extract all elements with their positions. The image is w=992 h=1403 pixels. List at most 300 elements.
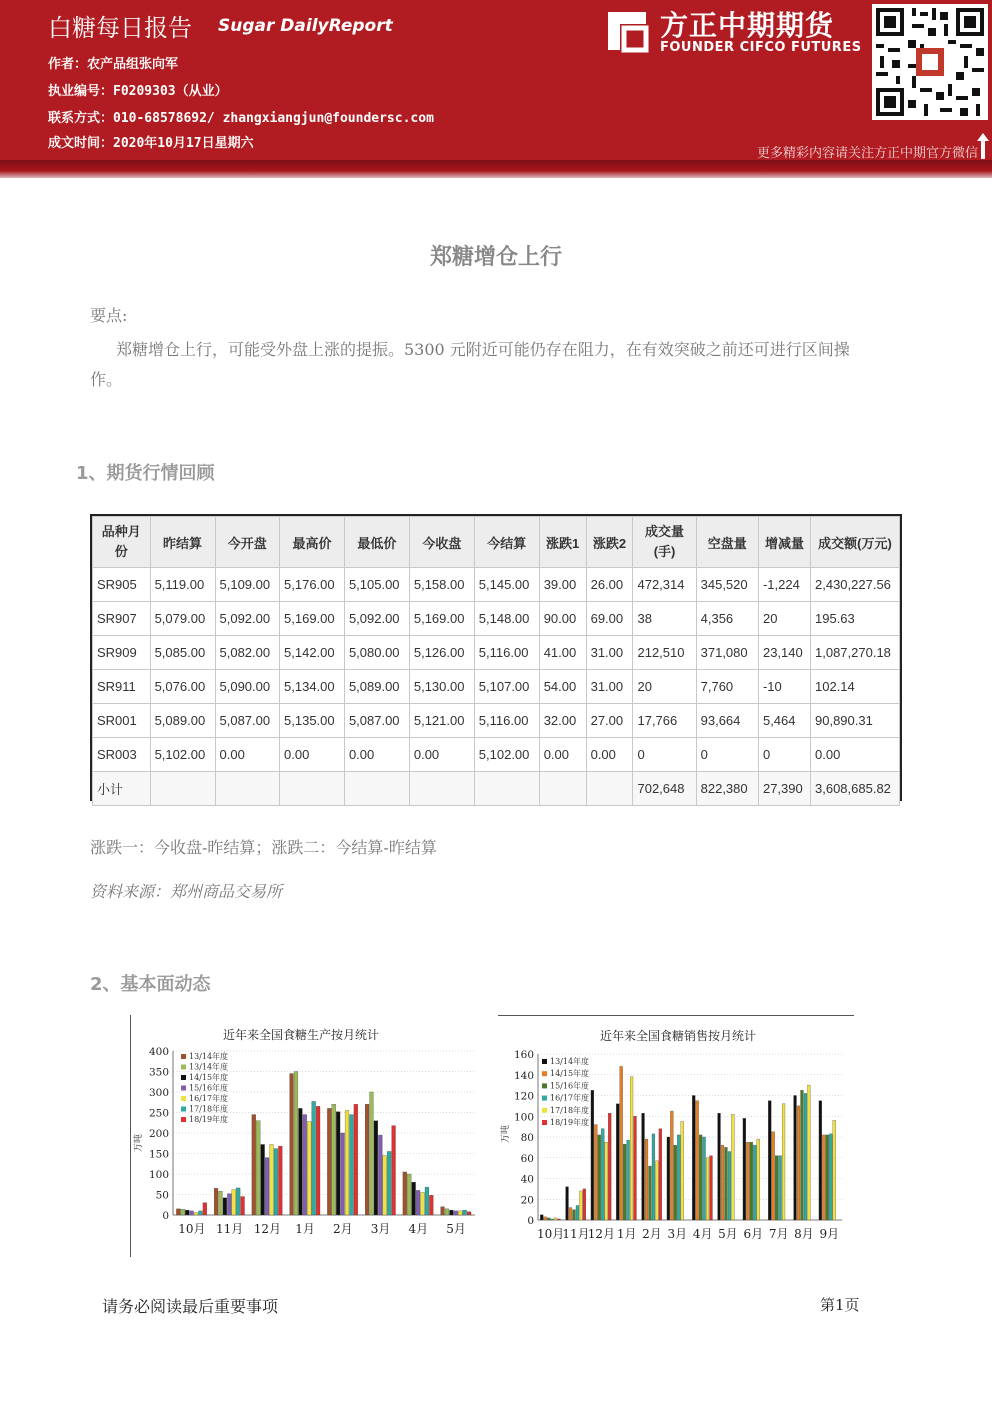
bar bbox=[290, 1074, 294, 1215]
bar bbox=[594, 1125, 597, 1220]
bar bbox=[804, 1093, 807, 1220]
table-header-cell: 增减量 bbox=[758, 517, 810, 568]
legend-label: 16/17年度 bbox=[550, 1093, 590, 1103]
bar bbox=[649, 1166, 652, 1220]
legend-label: 13/14年度 bbox=[189, 1052, 229, 1061]
summary-line-1: 郑糖增仓上行，可能受外盘上涨的提振。5300 元附近可能仍存在阻力，在有效突破之前还可进行区间操 bbox=[116, 340, 850, 359]
bar bbox=[303, 1115, 307, 1215]
legend-swatch bbox=[542, 1096, 547, 1101]
table-cell: 26.00 bbox=[586, 568, 633, 602]
table-cell bbox=[280, 772, 345, 806]
legend-swatch bbox=[181, 1096, 186, 1101]
bar bbox=[223, 1198, 227, 1215]
table-header-cell: 涨跌2 bbox=[586, 517, 633, 568]
x-tick-label: 3月 bbox=[370, 1222, 391, 1236]
table-cell bbox=[215, 772, 280, 806]
table-header-cell: 最高价 bbox=[280, 517, 345, 568]
bar bbox=[441, 1207, 445, 1215]
table-cell: 5,126.00 bbox=[409, 636, 474, 670]
bar bbox=[336, 1112, 340, 1215]
legend-swatch bbox=[181, 1054, 186, 1059]
bar bbox=[583, 1189, 586, 1220]
qr-code-icon[interactable] bbox=[872, 4, 988, 120]
bar bbox=[833, 1120, 836, 1220]
contact-line: 联系方式：010-68578692/ zhangxiangjun@foundersc.com bbox=[48, 111, 434, 126]
bar bbox=[674, 1145, 677, 1220]
table-cell: 5,464 bbox=[758, 704, 810, 738]
company-logo-en: FOUNDER CIFCO FUTURES bbox=[660, 40, 862, 55]
table-cell: SR907 bbox=[93, 602, 151, 636]
bar bbox=[772, 1132, 775, 1220]
table-cell: 5,145.00 bbox=[474, 568, 539, 602]
table-cell: 0.00 bbox=[215, 738, 280, 772]
bar bbox=[608, 1113, 611, 1220]
bar bbox=[199, 1211, 203, 1215]
bar bbox=[227, 1194, 231, 1215]
bar bbox=[365, 1104, 369, 1215]
bar bbox=[544, 1217, 547, 1220]
bar bbox=[692, 1096, 695, 1221]
bar bbox=[551, 1219, 554, 1220]
y-tick-label: 250 bbox=[148, 1107, 169, 1120]
table-row bbox=[93, 636, 900, 670]
table-cell: 5,082.00 bbox=[215, 636, 280, 670]
table-cell: 472,314 bbox=[633, 568, 696, 602]
table-cell: 5,121.00 bbox=[409, 704, 474, 738]
table-cell: 5,085.00 bbox=[150, 636, 215, 670]
table-row bbox=[93, 670, 900, 704]
bar bbox=[421, 1192, 425, 1215]
table-cell: 小计 bbox=[93, 772, 151, 806]
legend-label: 15/16年度 bbox=[189, 1083, 229, 1093]
legend-swatch bbox=[542, 1083, 547, 1088]
table-cell: 212,510 bbox=[633, 636, 696, 670]
bar bbox=[298, 1108, 302, 1215]
table-cell: 5,076.00 bbox=[150, 670, 215, 704]
bar bbox=[294, 1072, 298, 1216]
y-tick-label: 300 bbox=[148, 1087, 169, 1099]
legend-label: 18/19年度 bbox=[550, 1118, 590, 1127]
legend-swatch bbox=[181, 1107, 186, 1112]
legend-label: 15/16年度 bbox=[550, 1081, 590, 1091]
bar bbox=[655, 1161, 658, 1220]
bar bbox=[194, 1213, 198, 1215]
table-cell: 5,169.00 bbox=[409, 602, 474, 636]
table-cell: 5,102.00 bbox=[474, 738, 539, 772]
bar bbox=[703, 1137, 706, 1220]
bar bbox=[706, 1158, 709, 1220]
table-cell: 20 bbox=[758, 602, 810, 636]
bar bbox=[807, 1085, 810, 1220]
bar bbox=[634, 1116, 637, 1220]
date-line: 成文时间：2020年10月17日星期六 bbox=[48, 136, 254, 151]
bar bbox=[203, 1203, 207, 1215]
futures-quote-table bbox=[90, 514, 902, 801]
y-tick-label: 100 bbox=[513, 1111, 534, 1124]
bar bbox=[467, 1212, 471, 1215]
y-tick-label: 60 bbox=[520, 1152, 534, 1165]
bar bbox=[822, 1135, 825, 1220]
table-header-cell: 今开盘 bbox=[215, 517, 280, 568]
x-tick-label: 11月 bbox=[562, 1227, 590, 1241]
bar bbox=[569, 1208, 572, 1220]
y-axis-label: 万吨 bbox=[134, 1133, 144, 1153]
legend-label: 14/15年度 bbox=[189, 1073, 229, 1082]
table-cell: 195.63 bbox=[811, 602, 900, 636]
bar bbox=[407, 1174, 411, 1215]
bar bbox=[341, 1133, 345, 1215]
table-row bbox=[93, 738, 900, 772]
bar bbox=[670, 1111, 673, 1220]
y-tick-label: 0 bbox=[162, 1210, 169, 1222]
table-cell: 5,158.00 bbox=[409, 568, 474, 602]
bar bbox=[214, 1188, 218, 1215]
legend-label: 17/18年度 bbox=[189, 1104, 229, 1114]
bar bbox=[354, 1104, 358, 1215]
table-cell: 0.00 bbox=[280, 738, 345, 772]
report-title-cn: 白糖每日报告 bbox=[48, 14, 192, 42]
table-cell: SR911 bbox=[93, 670, 151, 704]
table-cell: 54.00 bbox=[539, 670, 586, 704]
table-cell: 822,380 bbox=[696, 772, 758, 806]
bar bbox=[623, 1144, 626, 1220]
x-tick-label: 7月 bbox=[768, 1227, 789, 1241]
x-tick-label: 4月 bbox=[692, 1227, 713, 1241]
bar bbox=[374, 1121, 378, 1215]
bar bbox=[454, 1211, 458, 1215]
sugar-production-chart-panel bbox=[130, 1015, 500, 1257]
bar bbox=[278, 1146, 282, 1215]
bar bbox=[652, 1134, 655, 1220]
bar bbox=[429, 1195, 433, 1215]
x-tick-label: 2月 bbox=[333, 1222, 353, 1236]
bar bbox=[236, 1188, 240, 1215]
table-cell bbox=[150, 772, 215, 806]
page-number: 第1页 bbox=[820, 1296, 860, 1314]
table-cell: 5,102.00 bbox=[150, 738, 215, 772]
table-cell: 702,648 bbox=[633, 772, 696, 806]
bar bbox=[601, 1129, 604, 1220]
bar bbox=[710, 1156, 713, 1220]
table-header-cell: 今收盘 bbox=[409, 517, 474, 568]
table-cell: 5,087.00 bbox=[215, 704, 280, 738]
y-tick-label: 400 bbox=[148, 1046, 169, 1058]
bar bbox=[757, 1139, 760, 1220]
bar bbox=[645, 1139, 648, 1220]
table-cell: 0.00 bbox=[409, 738, 474, 772]
table-cell bbox=[344, 772, 409, 806]
bar bbox=[819, 1101, 822, 1220]
bar bbox=[265, 1158, 269, 1215]
x-tick-label: 1月 bbox=[295, 1222, 315, 1236]
table-header-cell: 昨结算 bbox=[150, 517, 215, 568]
legend-swatch bbox=[542, 1108, 547, 1113]
section-heading-fundamentals: 2、基本面动态 bbox=[90, 974, 211, 995]
bar bbox=[576, 1205, 579, 1220]
x-tick-label: 5月 bbox=[718, 1227, 738, 1241]
bar bbox=[458, 1211, 462, 1215]
license-line: 执业编号：F0209303（从业） bbox=[48, 84, 228, 99]
table-cell: 93,664 bbox=[696, 704, 758, 738]
bar bbox=[350, 1115, 354, 1215]
bar bbox=[403, 1172, 407, 1215]
bar bbox=[667, 1137, 670, 1220]
bar bbox=[387, 1151, 391, 1215]
bar bbox=[412, 1182, 416, 1215]
bar bbox=[383, 1156, 387, 1215]
data-source-note: 资料来源：郑州商品交易所 bbox=[90, 882, 283, 901]
bar bbox=[826, 1135, 829, 1220]
y-tick-label: 200 bbox=[148, 1128, 169, 1140]
table-cell: 90.00 bbox=[539, 602, 586, 636]
bar bbox=[312, 1101, 316, 1215]
table-cell: 371,080 bbox=[696, 636, 758, 670]
bar bbox=[558, 1219, 561, 1220]
bar bbox=[696, 1101, 699, 1220]
key-points-label: 要点: bbox=[90, 306, 128, 325]
y-tick-label: 140 bbox=[513, 1069, 534, 1082]
bar bbox=[699, 1135, 702, 1220]
x-tick-label: 6月 bbox=[743, 1227, 764, 1241]
x-tick-label: 12月 bbox=[253, 1222, 282, 1236]
bar bbox=[425, 1187, 429, 1215]
table-cell: -1,224 bbox=[758, 568, 810, 602]
bar bbox=[731, 1114, 734, 1220]
table-cell: 5,148.00 bbox=[474, 602, 539, 636]
bar bbox=[768, 1101, 771, 1220]
table-cell: 5,092.00 bbox=[215, 602, 280, 636]
table-header-cell: 涨跌1 bbox=[539, 517, 586, 568]
table-cell: 5,107.00 bbox=[474, 670, 539, 704]
bar bbox=[620, 1066, 623, 1220]
bar bbox=[728, 1152, 731, 1220]
chart-title: 近年来全国食糖销售按月统计 bbox=[599, 1029, 757, 1043]
table-cell: 0.00 bbox=[811, 738, 900, 772]
bar bbox=[261, 1144, 265, 1215]
bar bbox=[378, 1135, 382, 1215]
table-header-cell: 最低价 bbox=[344, 517, 409, 568]
table-cell: 5,105.00 bbox=[344, 568, 409, 602]
follow-wechat-text: 更多精彩内容请关注方正中期官方微信 bbox=[756, 146, 978, 161]
table-cell: 5,089.00 bbox=[344, 670, 409, 704]
footer-disclaimer: 请务必阅读最后重要事项 bbox=[102, 1297, 279, 1316]
x-tick-label: 10月 bbox=[537, 1227, 565, 1241]
table-body bbox=[93, 568, 900, 806]
bar bbox=[332, 1104, 336, 1215]
x-tick-label: 9月 bbox=[819, 1227, 840, 1241]
table-cell: 5,080.00 bbox=[344, 636, 409, 670]
table-cell bbox=[409, 772, 474, 806]
table-cell: 5,142.00 bbox=[280, 636, 345, 670]
table-cell: 7,760 bbox=[696, 670, 758, 704]
bar bbox=[743, 1118, 746, 1220]
table-row bbox=[93, 704, 900, 738]
up-arrow-icon bbox=[976, 132, 990, 160]
legend-label: 13/14年度 bbox=[550, 1057, 590, 1066]
y-tick-label: 160 bbox=[513, 1049, 534, 1061]
table-cell: 5,087.00 bbox=[344, 704, 409, 738]
table-cell: 39.00 bbox=[539, 568, 586, 602]
bar bbox=[416, 1190, 420, 1215]
table-cell: 5,130.00 bbox=[409, 670, 474, 704]
table-header-cell: 今结算 bbox=[474, 517, 539, 568]
table-cell: 23,140 bbox=[758, 636, 810, 670]
report-title-en: Sugar DailyReport bbox=[218, 16, 393, 36]
table-cell: 0.00 bbox=[539, 738, 586, 772]
bar bbox=[316, 1106, 320, 1215]
legend-swatch bbox=[181, 1065, 186, 1070]
x-tick-label: 3月 bbox=[667, 1227, 688, 1241]
table-cell: 5,134.00 bbox=[280, 670, 345, 704]
bar bbox=[463, 1210, 467, 1215]
table-cell: 5,092.00 bbox=[344, 602, 409, 636]
bar bbox=[753, 1145, 756, 1220]
bar bbox=[677, 1135, 680, 1220]
bar bbox=[775, 1156, 778, 1220]
table-cell: 20 bbox=[633, 670, 696, 704]
bar bbox=[721, 1145, 724, 1220]
bar bbox=[779, 1156, 782, 1220]
table-cell: 5,119.00 bbox=[150, 568, 215, 602]
table-cell: 2,430,227.56 bbox=[811, 568, 900, 602]
legend-swatch bbox=[181, 1086, 186, 1091]
table-cell: 5,176.00 bbox=[280, 568, 345, 602]
table-cell: 5,089.00 bbox=[150, 704, 215, 738]
y-tick-label: 0 bbox=[527, 1215, 534, 1227]
author-line: 作者：农产品组张向军 bbox=[48, 57, 179, 72]
table-cell: 5,090.00 bbox=[215, 670, 280, 704]
summary-line-2: 作。 bbox=[90, 370, 123, 389]
table-cell: 102.14 bbox=[811, 670, 900, 704]
bar bbox=[219, 1191, 223, 1215]
bar bbox=[547, 1218, 550, 1220]
table-row bbox=[93, 602, 900, 636]
bar bbox=[829, 1134, 832, 1220]
table-cell: 0 bbox=[696, 738, 758, 772]
legend-label: 16/17年度 bbox=[189, 1094, 229, 1103]
bar bbox=[591, 1090, 594, 1220]
bar bbox=[449, 1210, 453, 1215]
y-tick-label: 80 bbox=[520, 1132, 534, 1144]
change-definition-note: 涨跌一：今收盘-昨结算；涨跌二：今结算-昨结算 bbox=[90, 838, 437, 857]
bar bbox=[232, 1190, 236, 1215]
y-tick-label: 50 bbox=[155, 1189, 169, 1202]
table-cell: 5,116.00 bbox=[474, 636, 539, 670]
table-cell: 345,520 bbox=[696, 568, 758, 602]
y-tick-label: 20 bbox=[520, 1194, 534, 1207]
bar bbox=[270, 1144, 274, 1215]
table-cell: 41.00 bbox=[539, 636, 586, 670]
table-header-cell: 成交额(万元) bbox=[811, 517, 900, 568]
chart-title: 近年来全国食糖生产按月统计 bbox=[222, 1028, 380, 1042]
table-cell: 90,890.31 bbox=[811, 704, 900, 738]
table-cell: 69.00 bbox=[586, 602, 633, 636]
table-cell: SR003 bbox=[93, 738, 151, 772]
legend-swatch bbox=[181, 1117, 186, 1122]
table-cell: 0 bbox=[758, 738, 810, 772]
x-tick-label: 5月 bbox=[446, 1222, 466, 1236]
legend-swatch bbox=[542, 1071, 547, 1076]
table-cell: 5,169.00 bbox=[280, 602, 345, 636]
table-cell: SR905 bbox=[93, 568, 151, 602]
table-cell: 27.00 bbox=[586, 704, 633, 738]
table-header-cell: 品种月份 bbox=[93, 517, 151, 568]
legend-label: 18/19年度 bbox=[189, 1115, 229, 1124]
table-cell: 31.00 bbox=[586, 636, 633, 670]
bar bbox=[627, 1140, 630, 1220]
company-logo-cn: 方正中期期货 bbox=[660, 9, 835, 42]
table-cell: 4,356 bbox=[696, 602, 758, 636]
y-axis-label: 万吨 bbox=[501, 1124, 511, 1144]
x-tick-label: 11月 bbox=[215, 1222, 244, 1236]
bar bbox=[725, 1147, 728, 1220]
table-cell: 32.00 bbox=[539, 704, 586, 738]
table-cell: 5,116.00 bbox=[474, 704, 539, 738]
bar bbox=[190, 1211, 194, 1215]
bar bbox=[642, 1113, 645, 1220]
legend-swatch bbox=[542, 1120, 547, 1125]
bar bbox=[307, 1122, 311, 1215]
bar bbox=[445, 1209, 449, 1215]
table-cell: -10 bbox=[758, 670, 810, 704]
bar bbox=[185, 1210, 189, 1215]
legend-label: 14/15年度 bbox=[550, 1069, 590, 1079]
sugar-production-chart bbox=[131, 1015, 499, 1257]
table-header-cell: 空盘量 bbox=[696, 517, 758, 568]
table-cell bbox=[539, 772, 586, 806]
bar bbox=[252, 1115, 256, 1215]
table-row bbox=[93, 568, 900, 602]
table-cell: 5,109.00 bbox=[215, 568, 280, 602]
x-tick-label: 4月 bbox=[408, 1222, 429, 1236]
bar bbox=[718, 1113, 721, 1220]
bar bbox=[579, 1191, 582, 1220]
table-cell: 5,079.00 bbox=[150, 602, 215, 636]
header-divider-stripe bbox=[0, 160, 992, 178]
y-tick-label: 150 bbox=[148, 1148, 169, 1161]
table-cell: SR001 bbox=[93, 704, 151, 738]
bar bbox=[345, 1110, 349, 1215]
bar bbox=[392, 1126, 396, 1215]
x-tick-label: 1月 bbox=[616, 1227, 637, 1241]
bar bbox=[370, 1092, 374, 1215]
document-title: 郑糖增仓上行 bbox=[429, 245, 562, 270]
x-tick-label: 10月 bbox=[178, 1222, 206, 1236]
bar bbox=[681, 1121, 684, 1220]
table-cell: 0.00 bbox=[344, 738, 409, 772]
y-tick-label: 40 bbox=[520, 1173, 534, 1186]
table-cell: 1,087,270.18 bbox=[811, 636, 900, 670]
bar bbox=[241, 1197, 245, 1215]
legend-label: 13/14年度 bbox=[189, 1062, 229, 1072]
legend-swatch bbox=[181, 1075, 186, 1080]
bar bbox=[605, 1142, 608, 1220]
table-cell: 27,390 bbox=[758, 772, 810, 806]
table-header-row bbox=[93, 517, 900, 568]
bar bbox=[176, 1209, 180, 1215]
bar bbox=[782, 1104, 785, 1220]
bar bbox=[797, 1106, 800, 1220]
sugar-sales-chart-panel bbox=[498, 1015, 854, 1258]
bar bbox=[659, 1129, 662, 1220]
table-row bbox=[93, 772, 900, 806]
founder-logo-icon bbox=[604, 8, 650, 54]
table-cell: 0.00 bbox=[586, 738, 633, 772]
table-cell: SR909 bbox=[93, 636, 151, 670]
bar bbox=[566, 1187, 569, 1220]
x-tick-label: 2月 bbox=[642, 1227, 662, 1241]
table-cell: 0 bbox=[633, 738, 696, 772]
